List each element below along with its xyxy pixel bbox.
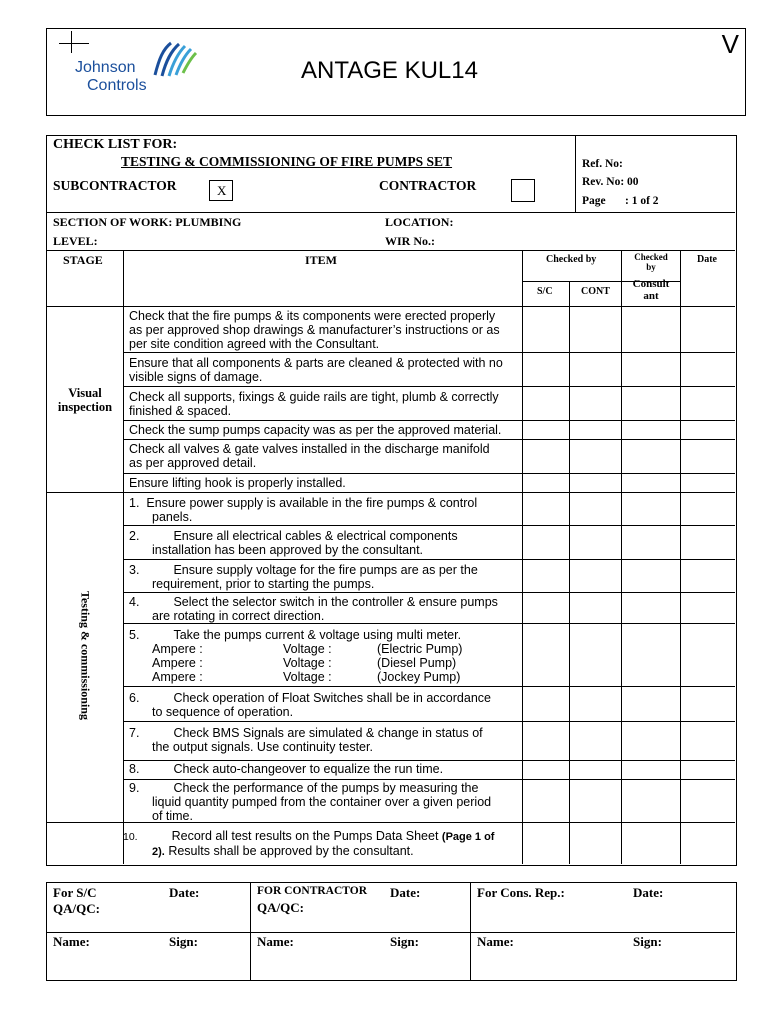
page-title: ANTAGE KUL14 — [301, 57, 478, 84]
wir-no-label: WIR No.: — [385, 234, 435, 248]
logo-text-johnson: Johnson — [75, 59, 136, 76]
ref-no: Ref. No: — [582, 158, 623, 170]
testing-item-3: 3. Ensure supply voltage for the fire pumps are as per the requirement, prior to starting the pumps. — [129, 563, 478, 591]
stage-visual-inspection: Visual inspection — [57, 386, 113, 414]
johnson-controls-logo — [59, 31, 209, 101]
section-of-work: SECTION OF WORK: PLUMBING — [53, 215, 242, 229]
footer-sc-date: Date: — [169, 885, 200, 900]
visual-item-5: Check all valves & gate valves installed in the discharge manifold as per approved detail. — [129, 442, 490, 470]
corner-letter: V — [721, 29, 739, 59]
checklist-table — [46, 135, 737, 866]
column-date: Date — [697, 254, 717, 265]
footer-contractor-name: Name: — [257, 934, 294, 949]
footer-cons-name: Name: — [477, 934, 514, 949]
column-checked-by: Checked by — [546, 254, 597, 265]
testing-item-10: 10. Record all test results on the Pumps Data Sheet (Page 1 of 2). Results shall be approved by the consultant. — [123, 829, 495, 858]
testing-item-2: 2. Ensure all electrical cables & electrical components installation has been approved by the consultant. — [129, 529, 458, 557]
contractor-label: CONTRACTOR — [379, 178, 477, 193]
subcontractor-mark: X — [217, 183, 227, 198]
testing-item-8: 8. Check auto-changeover to equalize the run time. — [129, 762, 444, 776]
footer-contractor-label: FOR CONTRACTOR — [257, 885, 368, 897]
visual-item-3: Check all supports, fixings & guide rails are tight, plumb & correctly finished & spaced. — [129, 390, 499, 418]
column-cont: CONT — [581, 286, 610, 297]
checklist-label: CHECK LIST FOR: — [53, 137, 178, 152]
visual-item-2: Ensure that all components & parts are cleaned & protected with no visible signs of damage. — [129, 356, 503, 384]
page-value: : 1 of 2 — [625, 195, 659, 207]
footer-cons-date: Date: — [633, 885, 664, 900]
testing-item-6: 6. Check operation of Float Switches shall be in accordance to sequence of operation. — [129, 691, 491, 719]
footer-sc-name: Name: — [53, 934, 90, 949]
logo-emblem-icon — [149, 39, 201, 79]
footer-sc-qaqc: QA/QC: — [53, 901, 100, 916]
subcontractor-label: SUBCONTRACTOR — [53, 178, 177, 193]
testing-item-1: 1. Ensure power supply is available in the fire pumps & control panels. — [129, 496, 478, 524]
visual-item-1: Check that the fire pumps & its components were erected properly as per approved shop drawings & manufacturer’s instructions or as per site condition agreed with the Consultant. — [129, 309, 500, 351]
column-checked-by-consultant: Checked by — [634, 252, 668, 272]
stage-testing-commissioning: Testing & commissioning — [78, 591, 93, 720]
signature-footer — [46, 882, 737, 981]
logo-text-controls: Controls — [87, 77, 147, 94]
visual-item-6: Ensure lifting hook is properly installed. — [129, 476, 346, 490]
subcontractor-checkbox[interactable] — [209, 180, 233, 201]
location-label: LOCATION: — [385, 215, 454, 229]
document-header — [46, 28, 746, 116]
footer-contractor-sign: Sign: — [390, 934, 419, 949]
footer-sc-sign: Sign: — [169, 934, 198, 949]
column-sc: S/C — [537, 286, 553, 297]
footer-contractor-qaqc: QA/QC: — [257, 900, 304, 915]
visual-item-4: Check the sump pumps capacity was as per the approved material. — [129, 423, 502, 437]
testing-item-9: 9. Check the performance of the pumps by measuring the liquid quantity pumped from the container over a given period of time. — [129, 781, 492, 823]
testing-item-7: 7. Check BMS Signals are simulated & change in status of the output signals. Use continuity tester. — [129, 726, 483, 754]
testing-item-4: 4. Select the selector switch in the controller & ensure pumps are rotating in correct direction. — [129, 595, 498, 623]
footer-sc-label: For S/C — [53, 885, 97, 900]
column-consultant: Consult ant — [632, 278, 670, 302]
column-stage: STAGE — [63, 253, 103, 267]
footer-cons-sign: Sign: — [633, 934, 662, 949]
checklist-subject: TESTING & COMMISSIONING OF FIRE PUMPS SET — [121, 154, 453, 169]
contractor-checkbox[interactable] — [511, 179, 535, 202]
page-label: Page — [582, 195, 606, 207]
column-item: ITEM — [305, 253, 338, 267]
testing-item-5: 5. Take the pumps current & voltage using multi meter. Ampere : Voltage : (Electric Pump) Ampere : Voltage : (Diesel Pump) Ampere : Voltage : (Jockey Pump) — [129, 628, 463, 684]
level-label: LEVEL: — [53, 234, 98, 248]
rev-no: Rev. No: 00 — [582, 176, 639, 188]
footer-cons-label: For Cons. Rep.: — [477, 885, 565, 900]
footer-contractor-date: Date: — [390, 885, 421, 900]
